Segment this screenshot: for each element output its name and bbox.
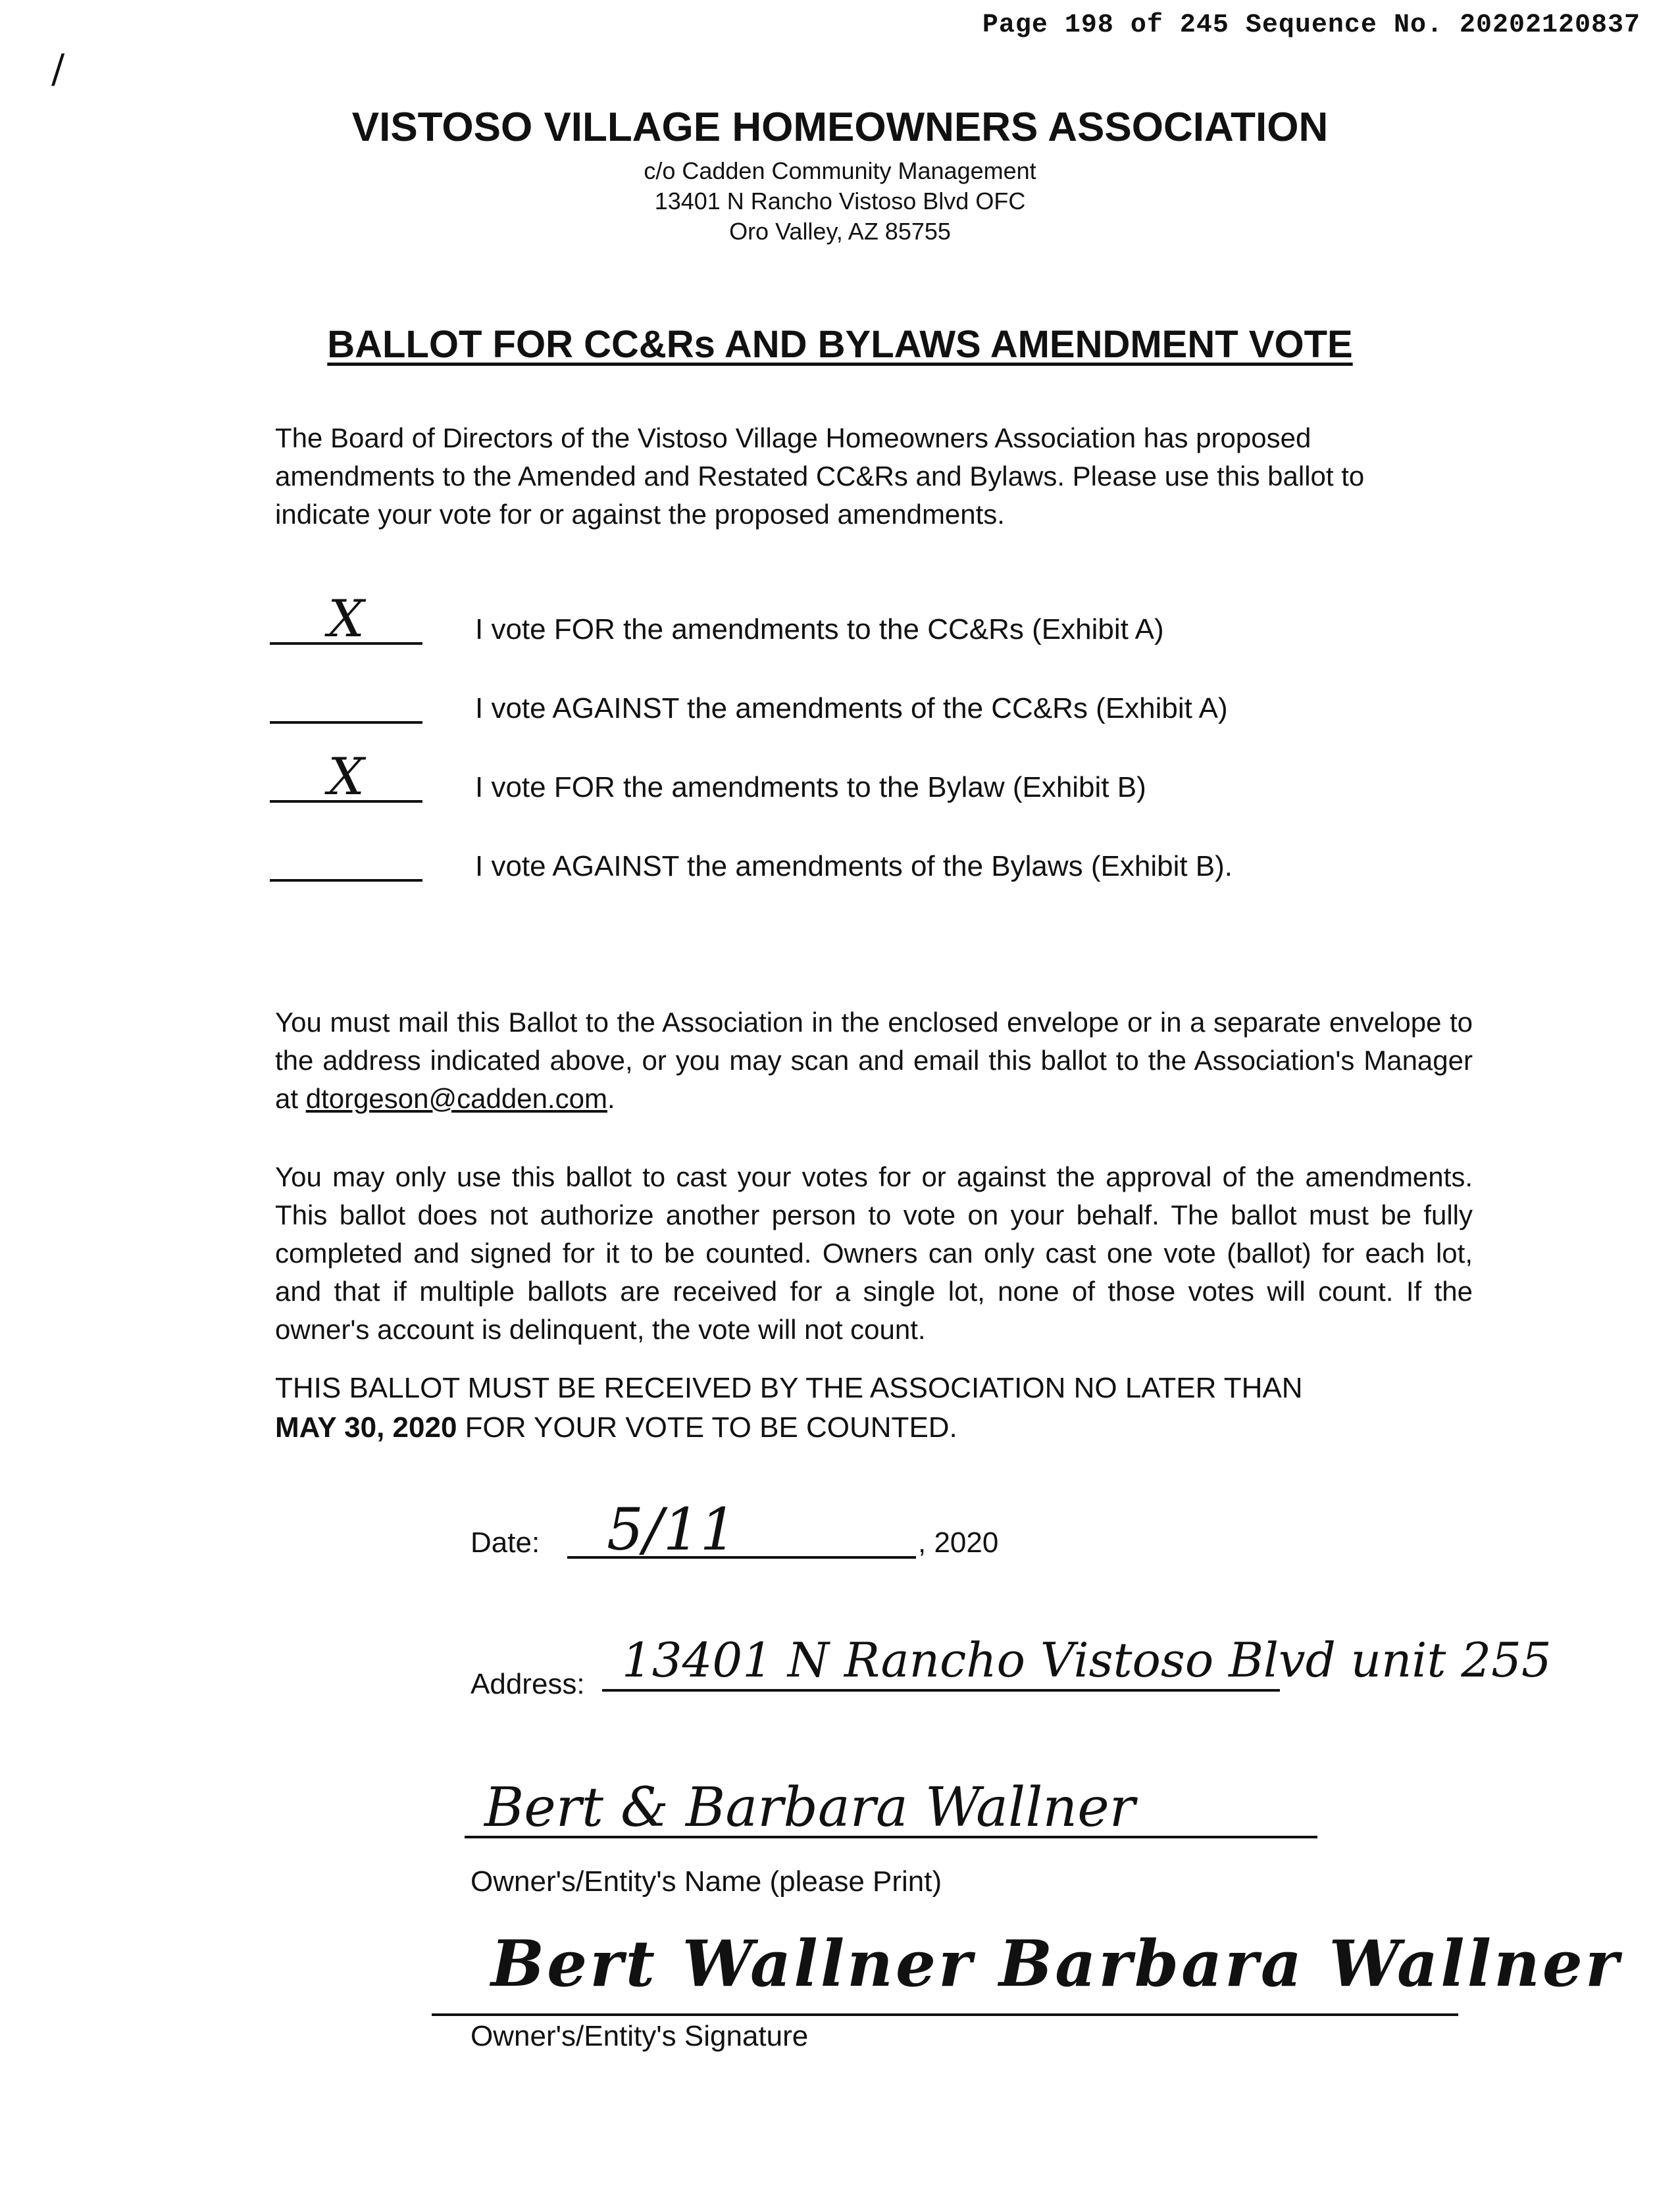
signature-field[interactable] xyxy=(432,1921,1621,2016)
owner-name-label: Owner's/Entity's Name (please Print) xyxy=(471,1865,942,1898)
date-field[interactable] xyxy=(567,1496,916,1563)
page-sequence-header: Page 198 of 245 Sequence No. 20202120837 xyxy=(982,11,1641,40)
vote-option-label: I vote AGAINST the amendments of the CC&Rs (Exhibit A) xyxy=(475,692,1228,724)
signature-label: Owner's/Entity's Signature xyxy=(471,2020,809,2052)
deadline-line-2 xyxy=(275,1408,1473,1448)
organization-care-of: c/o Cadden Community Management xyxy=(644,157,1036,184)
organization-name: VISTOSO VILLAGE HOMEOWNERS ASSOCIATION xyxy=(351,105,1329,150)
deadline-line-2-rest: FOR YOUR VOTE TO BE COUNTED. xyxy=(457,1411,957,1444)
deadline-date: MAY 30, 2020 xyxy=(275,1411,457,1444)
organization-city: Oro Valley, AZ 85755 xyxy=(729,218,951,245)
address-value: 13401 N Rancho Vistoso Blvd unit 255 xyxy=(622,1632,1552,1688)
mail-instructions-end: . xyxy=(607,1083,615,1114)
mail-instructions-text: You must mail this Ballot to the Association in the enclosed envelope or in a separate envelope to the address indicated above, or you may scan and email this ballot to the Association's Manager at xyxy=(275,1007,1473,1114)
corner-pen-mark: / xyxy=(51,46,65,92)
owner-name-value: Bert & Barbara Wallner xyxy=(484,1777,1135,1839)
deadline-line-1: THIS BALLOT MUST BE RECEIVED BY THE ASSOCIATION NO LATER THAN xyxy=(275,1372,1303,1404)
signature-value: Bert Wallner Barbara Wallner xyxy=(491,1927,1621,2001)
vote-option-label: I vote AGAINST the amendments of the Bylaws (Exhibit B). xyxy=(475,850,1233,882)
vote-option-cc-rs-for[interactable] xyxy=(270,590,1421,651)
vote-option-cc-rs-against[interactable] xyxy=(270,678,1421,730)
organization-street: 13401 N Rancho Vistoso Blvd OFC xyxy=(654,188,1026,214)
deadline-notice xyxy=(275,1369,1473,1448)
vote-option-bylaws-against[interactable] xyxy=(270,836,1421,888)
vote-mark-blank[interactable]: X xyxy=(270,596,422,645)
date-label: Date: xyxy=(471,1526,540,1559)
ballot-title: BALLOT FOR CC&Rs AND BYLAWS AMENDMENT VOTE xyxy=(327,323,1353,366)
address-label: Address: xyxy=(471,1668,585,1700)
vote-option-bylaws-for[interactable] xyxy=(270,747,1421,809)
vote-mark-blank[interactable] xyxy=(270,833,422,882)
date-value: 5/11 xyxy=(607,1496,737,1563)
manager-email-link[interactable]: dtorgeson@cadden.com xyxy=(305,1083,607,1114)
owner-name-field[interactable] xyxy=(465,1777,1317,1838)
vote-mark-blank[interactable]: X xyxy=(270,754,422,803)
intro-paragraph: The Board of Directors of the Vistoso Village Homeowners Association has proposed amendments to the Amended and Restated CC&Rs and Bylaws. Please use this ballot to indicate your vote for or against the proposed amendments. xyxy=(275,422,1365,530)
date-year-suffix: , 2020 xyxy=(918,1526,999,1559)
vote-option-label: I vote FOR the amendments to the Bylaw (Exhibit B) xyxy=(475,771,1146,803)
mail-instructions xyxy=(275,1003,1473,1118)
ballot-rules-paragraph: You may only use this ballot to cast your votes for or against the approval of the amendments. This ballot does not authorize another person to vote on your behalf. The ballot must be fully completed and signed for it to be counted. Owners can only cast one vote (ballot) for each lot, and that if multiple ballots are received for a single lot, none of those votes will count. If the owner's account is delinquent, the vote will not count. xyxy=(275,1161,1473,1345)
vote-mark-blank[interactable] xyxy=(270,675,422,724)
address-field[interactable] xyxy=(602,1632,1552,1692)
vote-option-label: I vote FOR the amendments to the CC&Rs (Exhibit A) xyxy=(475,613,1164,645)
